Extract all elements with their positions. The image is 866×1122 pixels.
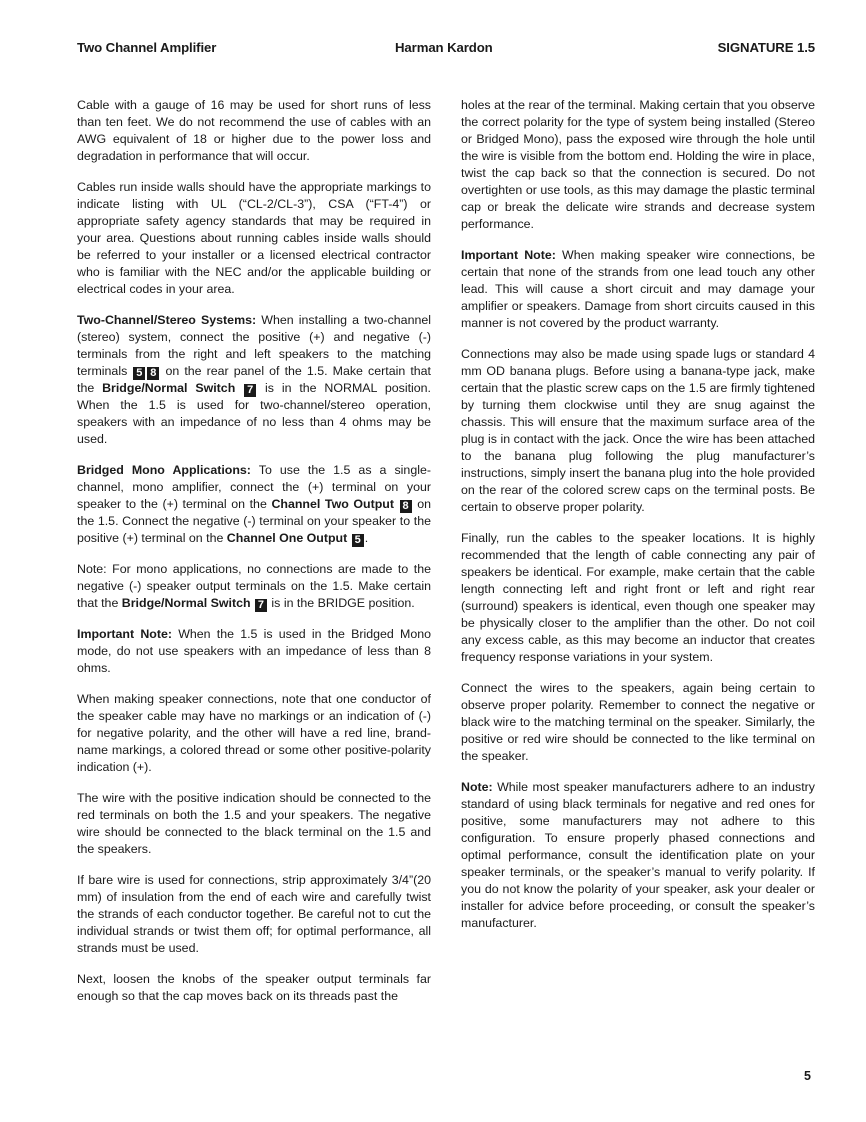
paragraph-important-note-short-circuit: Important Note: When making speaker wire connections, be certain that none of the strands from one lead touch any other lead. This will cause a short circuit and may damage your amplifier or speakers. Damage from short circuits caused in this manner is not covered by the product warranty.	[461, 248, 816, 330]
paragraph-cable-runs: Finally, run the cables to the speaker locations. It is highly recommended that the length of cable connecting any pair of speakers be identical. For example, make certain that the cable length connecting left and right front or left and right rear (surround) speakers is identical, even though one speaker may be physically closer to the amplifier than the other. Do not coil any excess cable, as this may become an inductor that creates frequency response variations in your system.	[461, 531, 815, 664]
paragraph-stereo-systems: Two-Channel/Stereo Systems: When installing a two-channel (stereo) system, connect the positive (+) and negative (-) terminals from the right and left speakers to the matching terminals 5 8 on the rear panel of the 1.5. Make certain that the Bridge/Normal Switch 7 is in the NORMAL position. When the 1.5 is used for two-channel/stereo operation, speakers with an impedance of no less than 4 ohms may be used.	[77, 313, 431, 446]
paragraph-loosen-knobs: Next, loosen the knobs of the speaker output terminals far enough so that the cap moves back on its threads past the	[77, 972, 431, 1003]
right-column	[461, 97, 815, 932]
heading-bridged-mono: Bridged Mono Applications:	[77, 463, 251, 477]
page-header	[77, 40, 815, 60]
paragraph-polarity-markings: When making speaker connections, note that one conductor of the speaker cable may have no markings or an indication of (-) for negative polarity, and the other will have a red line, brand-name markings, a colored thread or some other positive-polarity indication (+).	[77, 692, 431, 774]
heading-important-note: Important Note:	[461, 248, 556, 262]
heading-stereo-systems: Two-Channel/Stereo Systems:	[77, 313, 257, 327]
paragraph-connect-speakers: Connect the wires to the speakers, again being certain to observe proper polarity. Remember to connect the negative or black wire to the matching terminal on the speaker. Similarly, the positive or red wire should be connected to the like terminal on the speaker.	[461, 681, 815, 763]
paragraph-mono-note: Note: For mono applications, no connections are made to the negative (-) speaker output terminals on the 1.5. Make certain that the Bridge/Normal Switch 7 is in the BRIDGE position.	[77, 562, 431, 611]
paragraph-bridged-mono: Bridged Mono Applications: To use the 1.5 as a single-channel, mono amplifier, connect the (+) terminal on your speaker to the (+) terminal on the Channel Two Output 8 on the 1.5. Connect the negative (-) terminal on your speaker to the positive (+) terminal on the Channel One Output 5 .	[77, 463, 431, 546]
header-product-type: Two Channel Amplifier	[77, 40, 217, 55]
heading-note: Note:	[461, 780, 493, 794]
callout-number: 5	[133, 367, 145, 380]
paragraph-cable-gauge: Cable with a gauge of 16 may be used for short runs of less than ten feet. We do not recommend the use of cables with an AWG equivalent of 18 or higher due to the power loss and degradation in performance that will occur.	[77, 98, 431, 163]
paragraph-important-note-impedance: Important Note: When the 1.5 is used in the Bridged Mono mode, do not use speakers with an impedance of less than 8 ohms.	[77, 627, 431, 675]
heading-important-note: Important Note:	[77, 627, 172, 641]
paragraph-bare-wire: If bare wire is used for connections, strip approximately 3/4”(20 mm) of insulation from the end of each wire and carefully twist the strands of each conductor together. Be careful not to cut the individual strands or twist them off; for optimal performance, all strands must be used.	[77, 873, 431, 955]
callout-number: 8	[400, 500, 412, 513]
header-brand: Harman Kardon	[395, 40, 493, 55]
paragraph-positive-wire: The wire with the positive indication should be connected to the red terminals on both the 1.5 and your speakers. The negative wire should be connected to the black terminal on the 1.5 and the speakers.	[77, 791, 431, 856]
paragraph-note-manufacturers: Note: While most speaker manufacturers adhere to an industry standard of using black terminals for negative and red ones for positive, some manufacturers may not adhere to this configuration. To ensure properly phased connections and optimal performance, consult the identification plate on your speaker terminals, or the speaker’s manual to verify polarity. If you do not know the polarity of your speaker, ask your dealer or installer for advice before proceeding, or consult the speaker’s manufacturer.	[461, 780, 815, 930]
callout-number: 8	[147, 367, 159, 380]
callout-number: 7	[255, 599, 267, 612]
paragraph-in-wall-cables: Cables run inside walls should have the appropriate markings to indicate listing with UL (“CL-2/CL-3”), CSA (“FT-4”) or appropriate safety agency standards that may be required in your area. Questions about running cables inside walls should be referred to your installer or a licensed electrical contractor who is familiar with the NEC and/or the applicable building or electrical codes in your area.	[77, 180, 431, 296]
callout-number: 7	[244, 384, 256, 397]
callout-number: 5	[352, 534, 364, 547]
paragraph-terminal-holes: holes at the rear of the terminal. Making certain that you observe the correct polarity for the type of system being installed (Stereo or Bridged Mono), pass the exposed wire through the hole until the wire is visible from the bottom end. Holding the wire in place, twist the cap back so that the connection is secured. Do not overtighten or use tools, as this may damage the plastic terminal cap or break the delicate wire strands and decrease system performance.	[461, 98, 816, 231]
header-model: SIGNATURE 1.5	[717, 40, 815, 55]
paragraph-banana-plugs: Connections may also be made using spade lugs or standard 4 mm OD banana plugs. Before using a banana-type jack, make certain that the plastic screw caps on the 1.5 are firmly tightened by turning them clockwise until they are snug against the chassis. This will ensure that the maximum surface area of the plug is in contact with the jack. Once the wire has been attached to the banana plug following the plug manufacturer’s instructions, simply insert the banana plug into the hole provided on the rear of the colored screw caps on the terminal posts. Be certain to observe proper polarity.	[461, 347, 815, 514]
page-number: 5	[804, 1069, 811, 1083]
left-column	[77, 97, 431, 1005]
